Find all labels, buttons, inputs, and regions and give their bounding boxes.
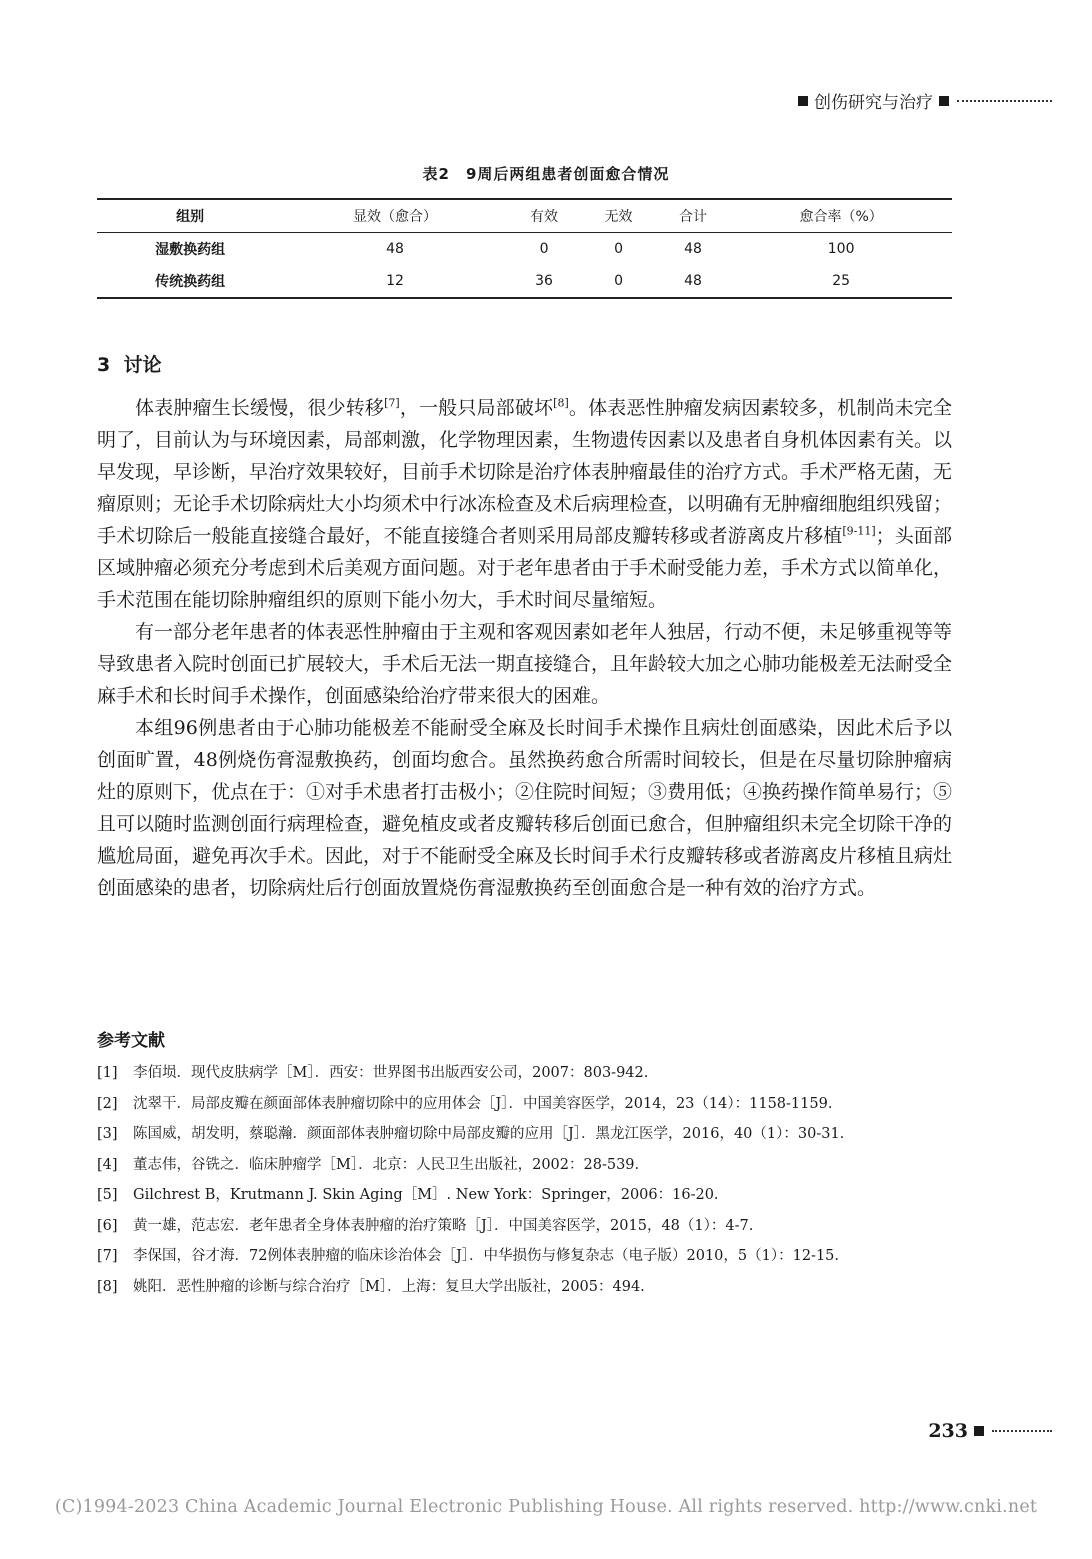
reference-number: [6] xyxy=(97,1217,118,1234)
section-heading xyxy=(97,350,161,377)
references-heading: 参考文献 xyxy=(97,1031,165,1051)
reference-item xyxy=(97,1180,952,1211)
paragraph: 本组96例患者由于心肺功能极差不能耐受全麻及长时间手术操作且病灶创面感染，因此术后予以创面旷置，48例烧伤膏湿敷换药，创面均愈合。虽然换药愈合所需时间较长，但是在尽量切除肿瘤病灶的原则下，优点在于：①对手术患者打击极小；②住院时间短；③费用低；④换药操作简单易行；⑤且可以随时监测创面行病理检查，避免植皮或者皮瓣转移后创面已愈合，但肿瘤组织未完全切除干净的尴尬局面，避免再次手术。因此，对于不能耐受全麻及长时间手术行皮瓣转移或者游离皮片移植且病灶创面感染的患者，切除病灶后行创面放置烧伤膏湿敷换药至创面愈合是一种有效的治疗方式。 xyxy=(97,717,953,899)
journal-section-title: 创伤研究与治疗 xyxy=(814,93,933,113)
page-number: 233 xyxy=(928,1420,968,1442)
table-cell: 48 xyxy=(684,273,702,289)
reference-item xyxy=(97,1272,952,1303)
text-run: ；头面部区域肿瘤必须充分考虑到术后美观方面问题。对于老年患者由于手术耐受能力差，手术方式以简单化，手术范围在能切除肿瘤组织的原则下能小勿大，手术时间尽量缩短。 xyxy=(97,525,953,611)
reference-item xyxy=(97,1058,952,1089)
reference-text: 陈国威，胡发明，蔡聪瀚．颜面部体表肿瘤切除中局部皮瓣的应用［J］．黑龙江医学，2016，40（1）：30-31. xyxy=(133,1126,845,1142)
paragraph xyxy=(97,392,952,616)
column-header: 有效 xyxy=(530,209,559,225)
column-header: 显效（愈合） xyxy=(353,209,438,225)
table-cell: 48 xyxy=(386,241,404,257)
reference-text: Gilchrest B，Krutmann J. Skin Aging［M］. New York：Springer，2006：16-20. xyxy=(133,1187,719,1203)
column-header: 合计 xyxy=(679,209,708,225)
discussion-body xyxy=(97,392,952,904)
square-bullet-icon xyxy=(939,96,949,106)
citation: [8] xyxy=(553,396,569,410)
reference-number: [2] xyxy=(97,1095,118,1112)
column-header: 愈合率（%） xyxy=(799,209,883,225)
reference-number: [5] xyxy=(97,1187,118,1203)
section-title: 讨论 xyxy=(123,354,162,376)
square-bullet-icon xyxy=(974,1426,984,1436)
reference-number: [8] xyxy=(97,1278,118,1295)
table-cell: 48 xyxy=(684,241,702,257)
reference-list xyxy=(97,1058,952,1302)
reference-item xyxy=(97,1241,952,1272)
table-cell: 36 xyxy=(535,273,553,289)
page-number-block xyxy=(928,1420,1052,1442)
column-header: 无效 xyxy=(604,209,633,225)
reference-text: 李佰埙．现代皮肤病学［M］．西安：世界图书出版西安公司，2007：803-942. xyxy=(133,1065,649,1081)
reference-number: [3] xyxy=(97,1126,118,1142)
reference-item xyxy=(97,1089,952,1120)
text-run: ，一般只局部破坏 xyxy=(399,397,554,419)
citation: [9-11] xyxy=(842,524,876,538)
table-row xyxy=(97,233,952,266)
table-caption: 表2 9周后两组患者创面愈合情况 xyxy=(422,165,670,183)
table-cell: 0 xyxy=(539,241,549,257)
reference-number: [4] xyxy=(97,1156,118,1173)
table-cell: 0 xyxy=(614,241,623,257)
reference-text: 黄一雄，范志宏．老年患者全身体表肿瘤的治疗策略［J］．中国美容医学，2015，48（1）：4-7. xyxy=(133,1217,754,1234)
reference-number: [7] xyxy=(97,1248,118,1264)
table-header-row xyxy=(97,199,952,233)
reference-item xyxy=(97,1119,952,1150)
reference-text: 董志伟，谷铣之．临床肿瘤学［M］．北京：人民卫生出版社，2002：28-539. xyxy=(133,1156,640,1173)
running-header xyxy=(792,88,1052,113)
column-header: 组别 xyxy=(176,209,205,225)
table-cell: 0 xyxy=(614,273,623,289)
paragraph: 有一部分老年患者的体表恶性肿瘤由于主观和客观因素如老年人独居，行动不便，未足够重视等等导致患者入院时创面已扩展较大，手术后无法一期直接缝合，且年龄较大加之心肺功能极差无法耐受全麻手术和长时间手术操作，创面感染给治疗带来很大的困难。 xyxy=(97,621,953,707)
reference-text: 姚阳．恶性肿瘤的诊断与综合治疗［M］．上海：复旦大学出版社，2005：494. xyxy=(133,1278,645,1295)
reference-text: 沈翠干．局部皮瓣在颜面部体表肿瘤切除中的应用体会［J］．中国美容医学，2014，23（14）：1158-1159. xyxy=(133,1095,833,1112)
table-cell: 100 xyxy=(827,241,855,257)
square-bullet-icon xyxy=(798,96,808,106)
dotted-rule xyxy=(957,100,1052,102)
text-run: 体表肿瘤生长缓慢，很少转移 xyxy=(135,397,385,419)
table-cell: 12 xyxy=(386,273,404,289)
table-row xyxy=(97,265,952,298)
reference-number: [1] xyxy=(97,1065,118,1081)
copyright-footer: (C)1994-2023 China Academic Journal Electronic Publishing House. All rights reserved. http://www.cnki.net xyxy=(54,1497,1038,1517)
table-cell: 湿敷换药组 xyxy=(155,242,226,258)
reference-item xyxy=(97,1150,952,1181)
healing-table xyxy=(97,198,952,299)
dotted-rule xyxy=(992,1430,1052,1432)
section-number: 3 xyxy=(97,354,111,376)
text-run: 。体表恶性肿瘤发病因素较多，机制尚未完全明了，目前认为与环境因素，局部刺激，化学物理因素，生物遗传因素以及患者自身机体因素有关。以早发现，早诊断，早治疗效果较好，目前手术切除是治疗体表肿瘤最佳的治疗方式。手术严格无菌，无瘤原则；无论手术切除病灶大小均须术中行冰冻检查及术后病理检查，以明确有无肿瘤细胞组织残留；手术切除后一般能直接缝合最好，不能直接缝合者则采用局部皮瓣转移或者游离皮片移植 xyxy=(97,397,953,547)
table-cell: 传统换药组 xyxy=(155,274,226,290)
reference-text: 李保国，谷才海．72例体表肿瘤的临床诊治体会［J］．中华损伤与修复杂志（电子版）2010，5（1）：12-15. xyxy=(133,1248,840,1264)
table-cell: 25 xyxy=(832,273,851,289)
reference-item xyxy=(97,1211,952,1242)
citation: [7] xyxy=(384,396,400,410)
